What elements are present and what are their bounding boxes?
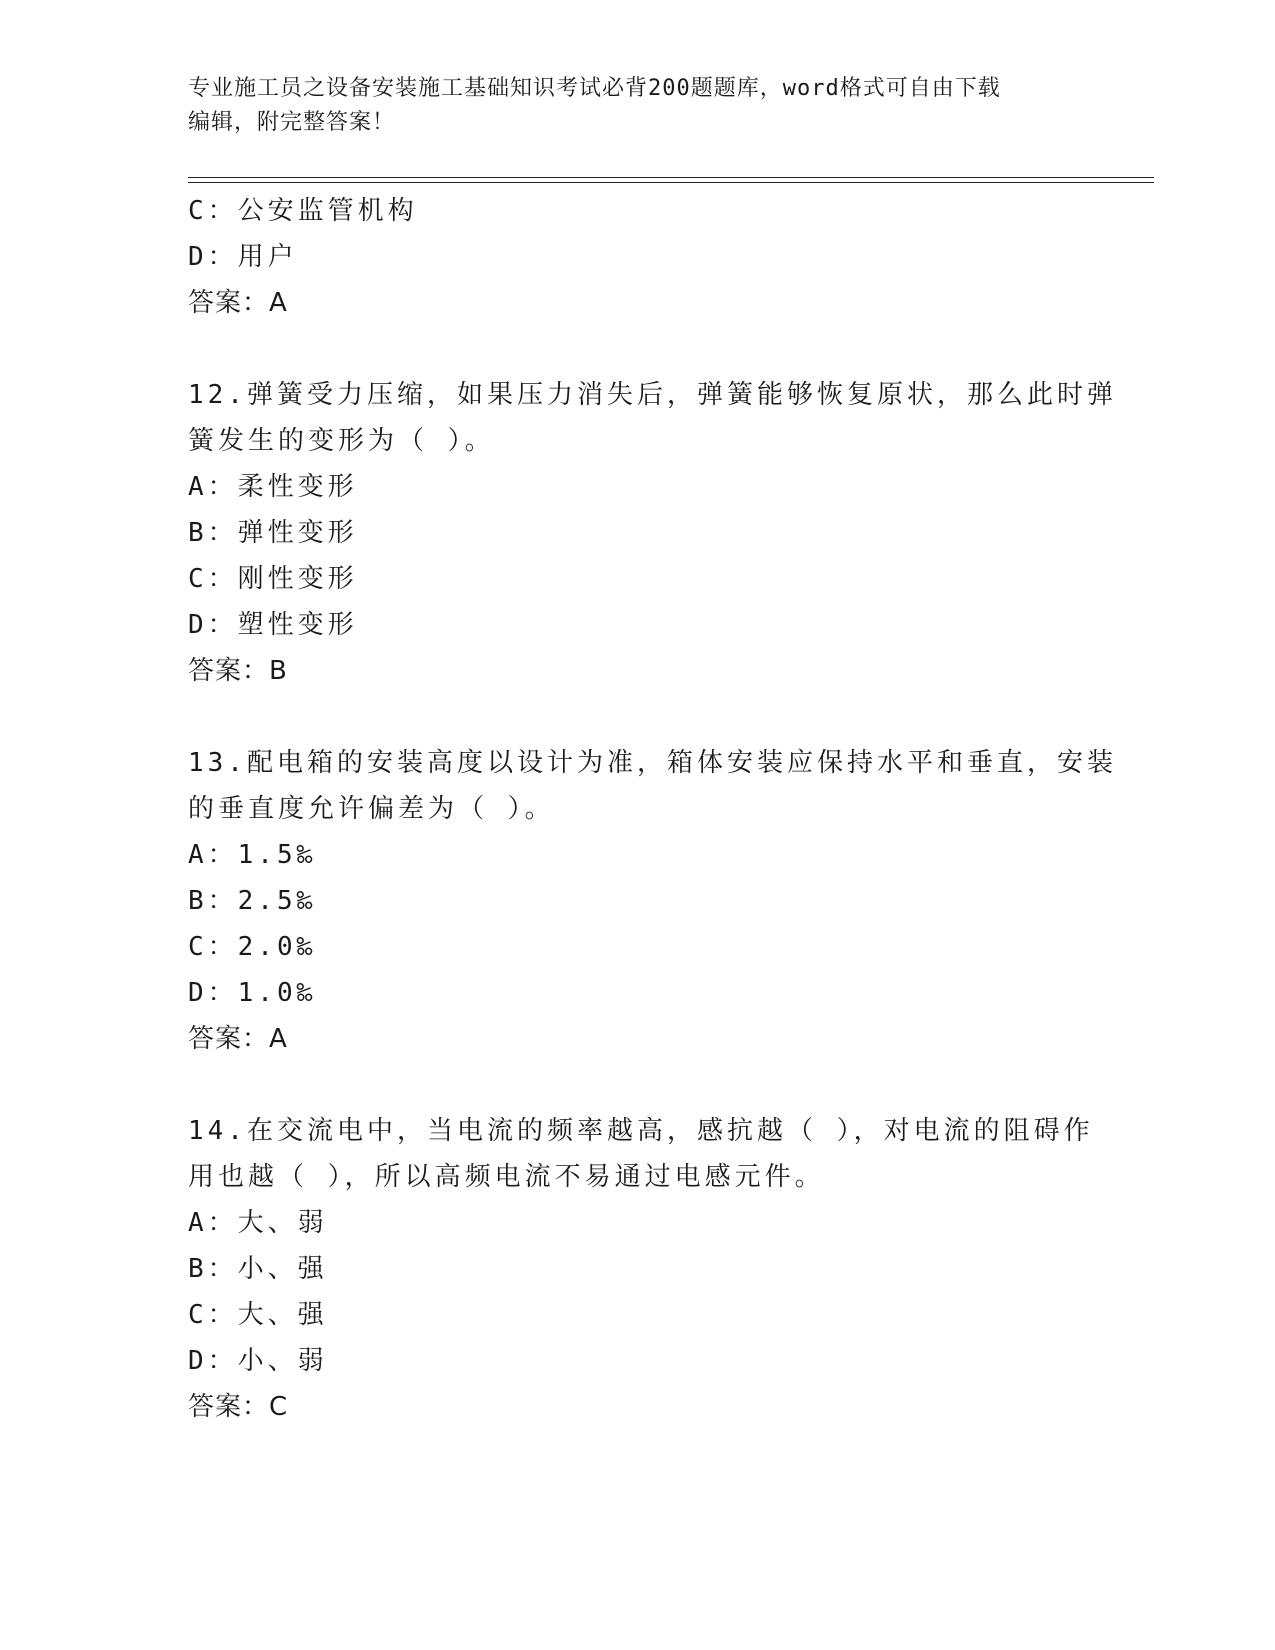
answer-line: 答案：C: [188, 1392, 289, 1422]
header-divider-bottom: [188, 182, 1154, 183]
option-c: C：大、强: [188, 1300, 328, 1330]
option-b: B：2.5‰: [188, 886, 317, 916]
document-header: [188, 72, 1068, 140]
option-c: C：公安监管机构: [188, 196, 418, 226]
spacer: [188, 694, 1088, 740]
question-11-continuation: [188, 188, 1088, 326]
question-13: [188, 740, 1117, 1062]
question-14: [188, 1108, 1094, 1430]
header-title-line-2: 编辑，附完整答案！: [188, 110, 396, 135]
option-a: A：柔性变形: [188, 472, 358, 502]
question-12: [188, 372, 1117, 694]
spacer: [188, 326, 1088, 372]
option-d: D：1.0‰: [188, 978, 317, 1008]
question-stem-line-1: 14.在交流电中，当电流的频率越高，感抗越（ ），对电流的阻碍作: [188, 1116, 1094, 1146]
header-divider-top: [188, 177, 1154, 178]
question-stem-line-2: 用也越（ ），所以高频电流不易通过电感元件。: [188, 1162, 825, 1192]
answer-line: 答案：A: [188, 288, 288, 318]
header-title-line-1: 专业施工员之设备安装施工基础知识考试必背200题题库，word格式可自由下载: [188, 76, 1001, 101]
option-c: C：2.0‰: [188, 932, 317, 962]
question-stem-line-2: 的垂直度允许偏差为（ ）。: [188, 794, 555, 824]
option-d: D：塑性变形: [188, 610, 358, 640]
answer-line: 答案：B: [188, 656, 288, 686]
option-b: B：小、强: [188, 1254, 328, 1284]
option-d: D：用户: [188, 242, 298, 272]
option-c: C：刚性变形: [188, 564, 358, 594]
option-a: A：1.5‰: [188, 840, 317, 870]
question-stem-line-1: 13.配电箱的安装高度以设计为准，箱体安装应保持水平和垂直，安装: [188, 748, 1117, 778]
option-a: A：大、弱: [188, 1208, 328, 1238]
question-stem-line-2: 簧发生的变形为（ ）。: [188, 426, 495, 456]
question-stem-line-1: 12.弹簧受力压缩，如果压力消失后，弹簧能够恢复原状，那么此时弹: [188, 380, 1117, 410]
option-d: D：小、弱: [188, 1346, 328, 1376]
answer-line: 答案：A: [188, 1024, 288, 1054]
question-content: [188, 188, 1117, 1430]
option-b: B：弹性变形: [188, 518, 358, 548]
spacer: [188, 1062, 1088, 1108]
